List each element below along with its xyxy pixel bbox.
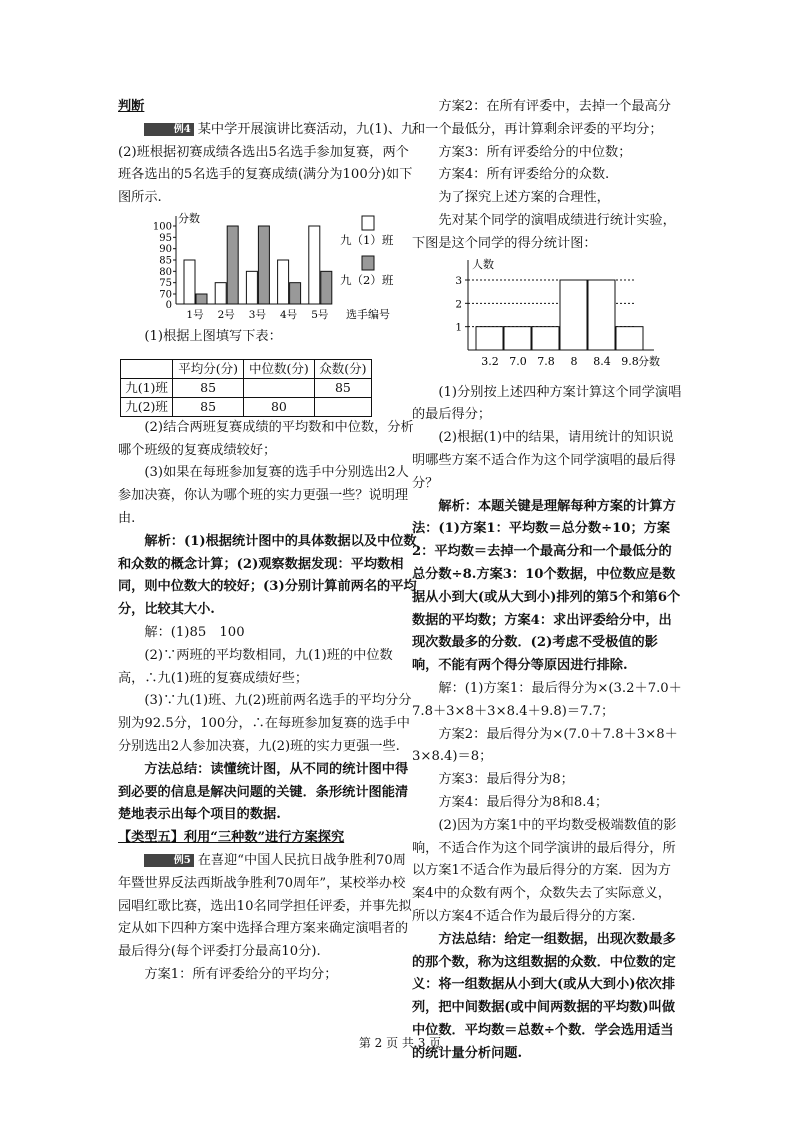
y-tick-label: 80 bbox=[159, 266, 172, 278]
left-column bbox=[118, 96, 418, 987]
y-tick-label: 3 bbox=[455, 274, 462, 287]
bar bbox=[258, 226, 269, 304]
score-count-bar-chart bbox=[412, 258, 682, 376]
question-1: (1)根据上图填写下表： bbox=[144, 328, 282, 344]
right-question-1: (1)分别按上述四种方案计算这个同学演唱的最后得分； bbox=[412, 384, 682, 423]
bar bbox=[504, 326, 531, 349]
table-cell: 85 bbox=[173, 397, 244, 416]
bar bbox=[290, 283, 301, 304]
bar bbox=[616, 326, 643, 349]
bar bbox=[246, 271, 257, 304]
right-solution-1: 解：(1)方案1：最后得分为×(3.2＋7.0＋7.8＋3×8＋3×8.4＋9.8)＝7.7； bbox=[412, 680, 682, 719]
x-tick-label: 7.8 bbox=[537, 354, 555, 368]
right-analysis: 解析：本题关键是理解每种方案的计算方法：(1)方案1：平均数＝总分数÷10；方案2：平均数＝去掉一个最高分和一个最低分的总分数÷8.方案3：10个数据，中位数应是数据从小到大(或从大到小)排列的第5个和第6个数据的平均数；方案4：求出评委给分中，出现次数最多的分数．(2)考虑不受极值的影响，不能有两个得分等原因进行排除. bbox=[412, 498, 681, 674]
bar bbox=[476, 326, 503, 349]
x-tick-label: 4号 bbox=[280, 308, 298, 320]
x-tick-label: 3.2 bbox=[481, 354, 499, 368]
right-solution-4: 方案4：最后得分为8和8.4； bbox=[438, 794, 609, 810]
y-axis-label: 人数 bbox=[472, 257, 494, 271]
x-tick-label: 2号 bbox=[217, 308, 235, 320]
y-tick-label: 100 bbox=[152, 221, 172, 233]
fill-table bbox=[120, 359, 372, 417]
y-tick-label: 1 bbox=[455, 321, 462, 334]
bar bbox=[532, 326, 559, 349]
legend-label: 九（1）班 bbox=[340, 232, 394, 247]
solution-2: (2)∵两班的平均数相同，九(1)班的中位数高，∴九(1)班的复赛成绩好些； bbox=[118, 647, 393, 686]
bar bbox=[196, 294, 207, 304]
y-tick-label: 90 bbox=[159, 244, 172, 256]
bar bbox=[309, 226, 320, 304]
x-axis-label: 选手编号 bbox=[346, 307, 390, 320]
question-3: (3)如果在每班参加复赛的选手中分别选出2人参加决赛，你认为哪个班的实力更强一些？说明理由. bbox=[118, 465, 409, 526]
table-header-row bbox=[121, 359, 372, 378]
right-solution-5: (2)因为方案1中的平均数受极端数值的影响，不适合作为这个同学演讲的最后得分，所以方案1不适合作为最后得分的方案．因为方案4中的众数有两个，众数失去了实际意义，所以方案4不适合作为最后得分的方案. bbox=[412, 817, 677, 924]
y-tick-label: 2 bbox=[455, 297, 462, 310]
right-solution-3: 方案3：最后得分为8； bbox=[438, 772, 574, 788]
example-5 bbox=[118, 850, 418, 964]
table-cell: 85 bbox=[173, 378, 244, 397]
y-tick-label: 70 bbox=[159, 289, 172, 301]
table-row bbox=[121, 378, 372, 397]
y-axis-label: 分数 bbox=[178, 211, 200, 225]
example-5-tag: 例5 bbox=[144, 854, 193, 867]
table-row bbox=[121, 397, 372, 416]
bar bbox=[184, 260, 195, 304]
example-4-text: 某中学开展演讲比赛活动，九(1)、九(2)班根据初赛成绩各选出5名选手参加复赛，两个班各选出的5名选手的复赛成绩(满分为100分)如下图所示. bbox=[118, 121, 415, 206]
plan-3: 方案3：所有评委给分的中位数； bbox=[438, 144, 632, 160]
x-tick-label: 8 bbox=[570, 354, 578, 368]
table-cell: 80 bbox=[244, 397, 315, 416]
table-cell: 九(1)班 bbox=[121, 378, 173, 397]
bar bbox=[560, 280, 587, 350]
plan-1: 方案1：所有评委给分的平均分； bbox=[144, 966, 338, 982]
example-4 bbox=[118, 119, 418, 210]
right-question-2: (2)根据(1)中的结果，请用统计的知识说明哪些方案不适合作为这个同学演唱的最后得分？ bbox=[412, 430, 676, 491]
heading-judge: 判断 bbox=[118, 99, 145, 114]
y-tick-label: 85 bbox=[159, 255, 172, 267]
class-score-bar-chart bbox=[118, 212, 418, 320]
type-5-heading: 【类型五】利用“三种数”进行方案探究 bbox=[118, 830, 345, 846]
table-cell: 85 bbox=[314, 378, 371, 397]
method-summary: 方法总结：读懂统计图，从不同的统计图中得到必要的信息是解决问题的关键．条形统计图能清楚地表示出每个项目的数据. bbox=[118, 761, 409, 823]
y-tick-label: 95 bbox=[159, 232, 172, 244]
x-tick-label: 9.8 bbox=[621, 354, 639, 368]
right-column bbox=[412, 96, 682, 1065]
x-tick-label: 1号 bbox=[186, 308, 204, 320]
table-header-cell: 平均分(分) bbox=[173, 359, 244, 378]
bar bbox=[227, 226, 238, 304]
right-solution-2: 方案2：最后得分为×(7.0＋7.8＋3×8＋3×8.4)＝8； bbox=[412, 726, 678, 765]
right-method-summary: 方法总结：给定一组数据，出现次数最多的那个数，称为这组数据的众数．中位数的定义：将一组数据从小到大(或从大到小)依次排列，把中间数据(或中间两数据的平均数)叫做中位数．平均数＝总数÷个数．学会选用适当的统计量分析问题. bbox=[412, 931, 676, 1061]
experiment-text: 先对某个同学的演唱成绩进行统计实验，下图是这个同学的得分统计图： bbox=[412, 212, 676, 251]
legend-swatch bbox=[362, 216, 374, 230]
x-tick-label: 3号 bbox=[248, 308, 266, 320]
y-tick-label: 0 bbox=[165, 299, 172, 311]
bar bbox=[321, 271, 332, 304]
table-cell: 九(2)班 bbox=[121, 397, 173, 416]
y-tick-label: 75 bbox=[159, 278, 172, 290]
table-cell bbox=[244, 378, 315, 397]
page-footer: 第 2 页 共 3 页 bbox=[358, 1036, 442, 1050]
table-cell bbox=[314, 397, 371, 416]
x-tick-label: 7.0 bbox=[509, 354, 527, 368]
plan-4: 方案4：所有评委给分的众数. bbox=[438, 167, 610, 183]
legend-swatch bbox=[362, 256, 374, 270]
legend-label: 九（2）班 bbox=[340, 272, 394, 287]
example-4-tag: 例4 bbox=[144, 123, 193, 136]
x-tick-label: 8.4 bbox=[593, 354, 611, 368]
solution-1: 解：(1)85 100 bbox=[144, 624, 245, 640]
plan-2: 方案2：在所有评委中，去掉一个最高分和一个最低分，再计算剩余评委的平均分； bbox=[412, 99, 671, 137]
question-2: (2)结合两班复赛成绩的平均数和中位数，分析哪个班级的复赛成绩较好； bbox=[118, 419, 414, 458]
table-header-cell: 中位数(分) bbox=[244, 359, 315, 378]
explore-text: 为了探究上述方案的合理性， bbox=[438, 190, 610, 206]
table-header-cell bbox=[121, 359, 173, 378]
bar bbox=[588, 280, 615, 350]
x-axis-label: 分数 bbox=[638, 354, 660, 368]
analysis: 解析：(1)根据统计图中的具体数据以及中位数和众数的概念计算；(2)观察数据发现：平均数相同，则中位数大的较好；(3)分别计算前两名的平均分，比较其大小. bbox=[118, 533, 417, 618]
bar bbox=[278, 260, 289, 304]
x-tick-label: 5号 bbox=[311, 308, 329, 320]
table-header-cell: 众数(分) bbox=[314, 359, 371, 378]
solution-3: (3)∵九(1)班、九(2)班前两名选手的平均分分别为92.5分，100分，∴在每班参加复赛的选手中分别选出2人参加决赛，九(2)班的实力更强一些. bbox=[118, 693, 412, 754]
bar bbox=[215, 283, 226, 304]
example-5-text: 在喜迎“中国人民抗日战争胜利70周年暨世界反法西斯战争胜利70周年”，某校举办校园唱红歌比赛，选出10名同学担任评委，并事先拟定从如下四种方案中选择合理方案来确定演唱者的最后得分(每个评委打分最高10分). bbox=[118, 852, 412, 960]
